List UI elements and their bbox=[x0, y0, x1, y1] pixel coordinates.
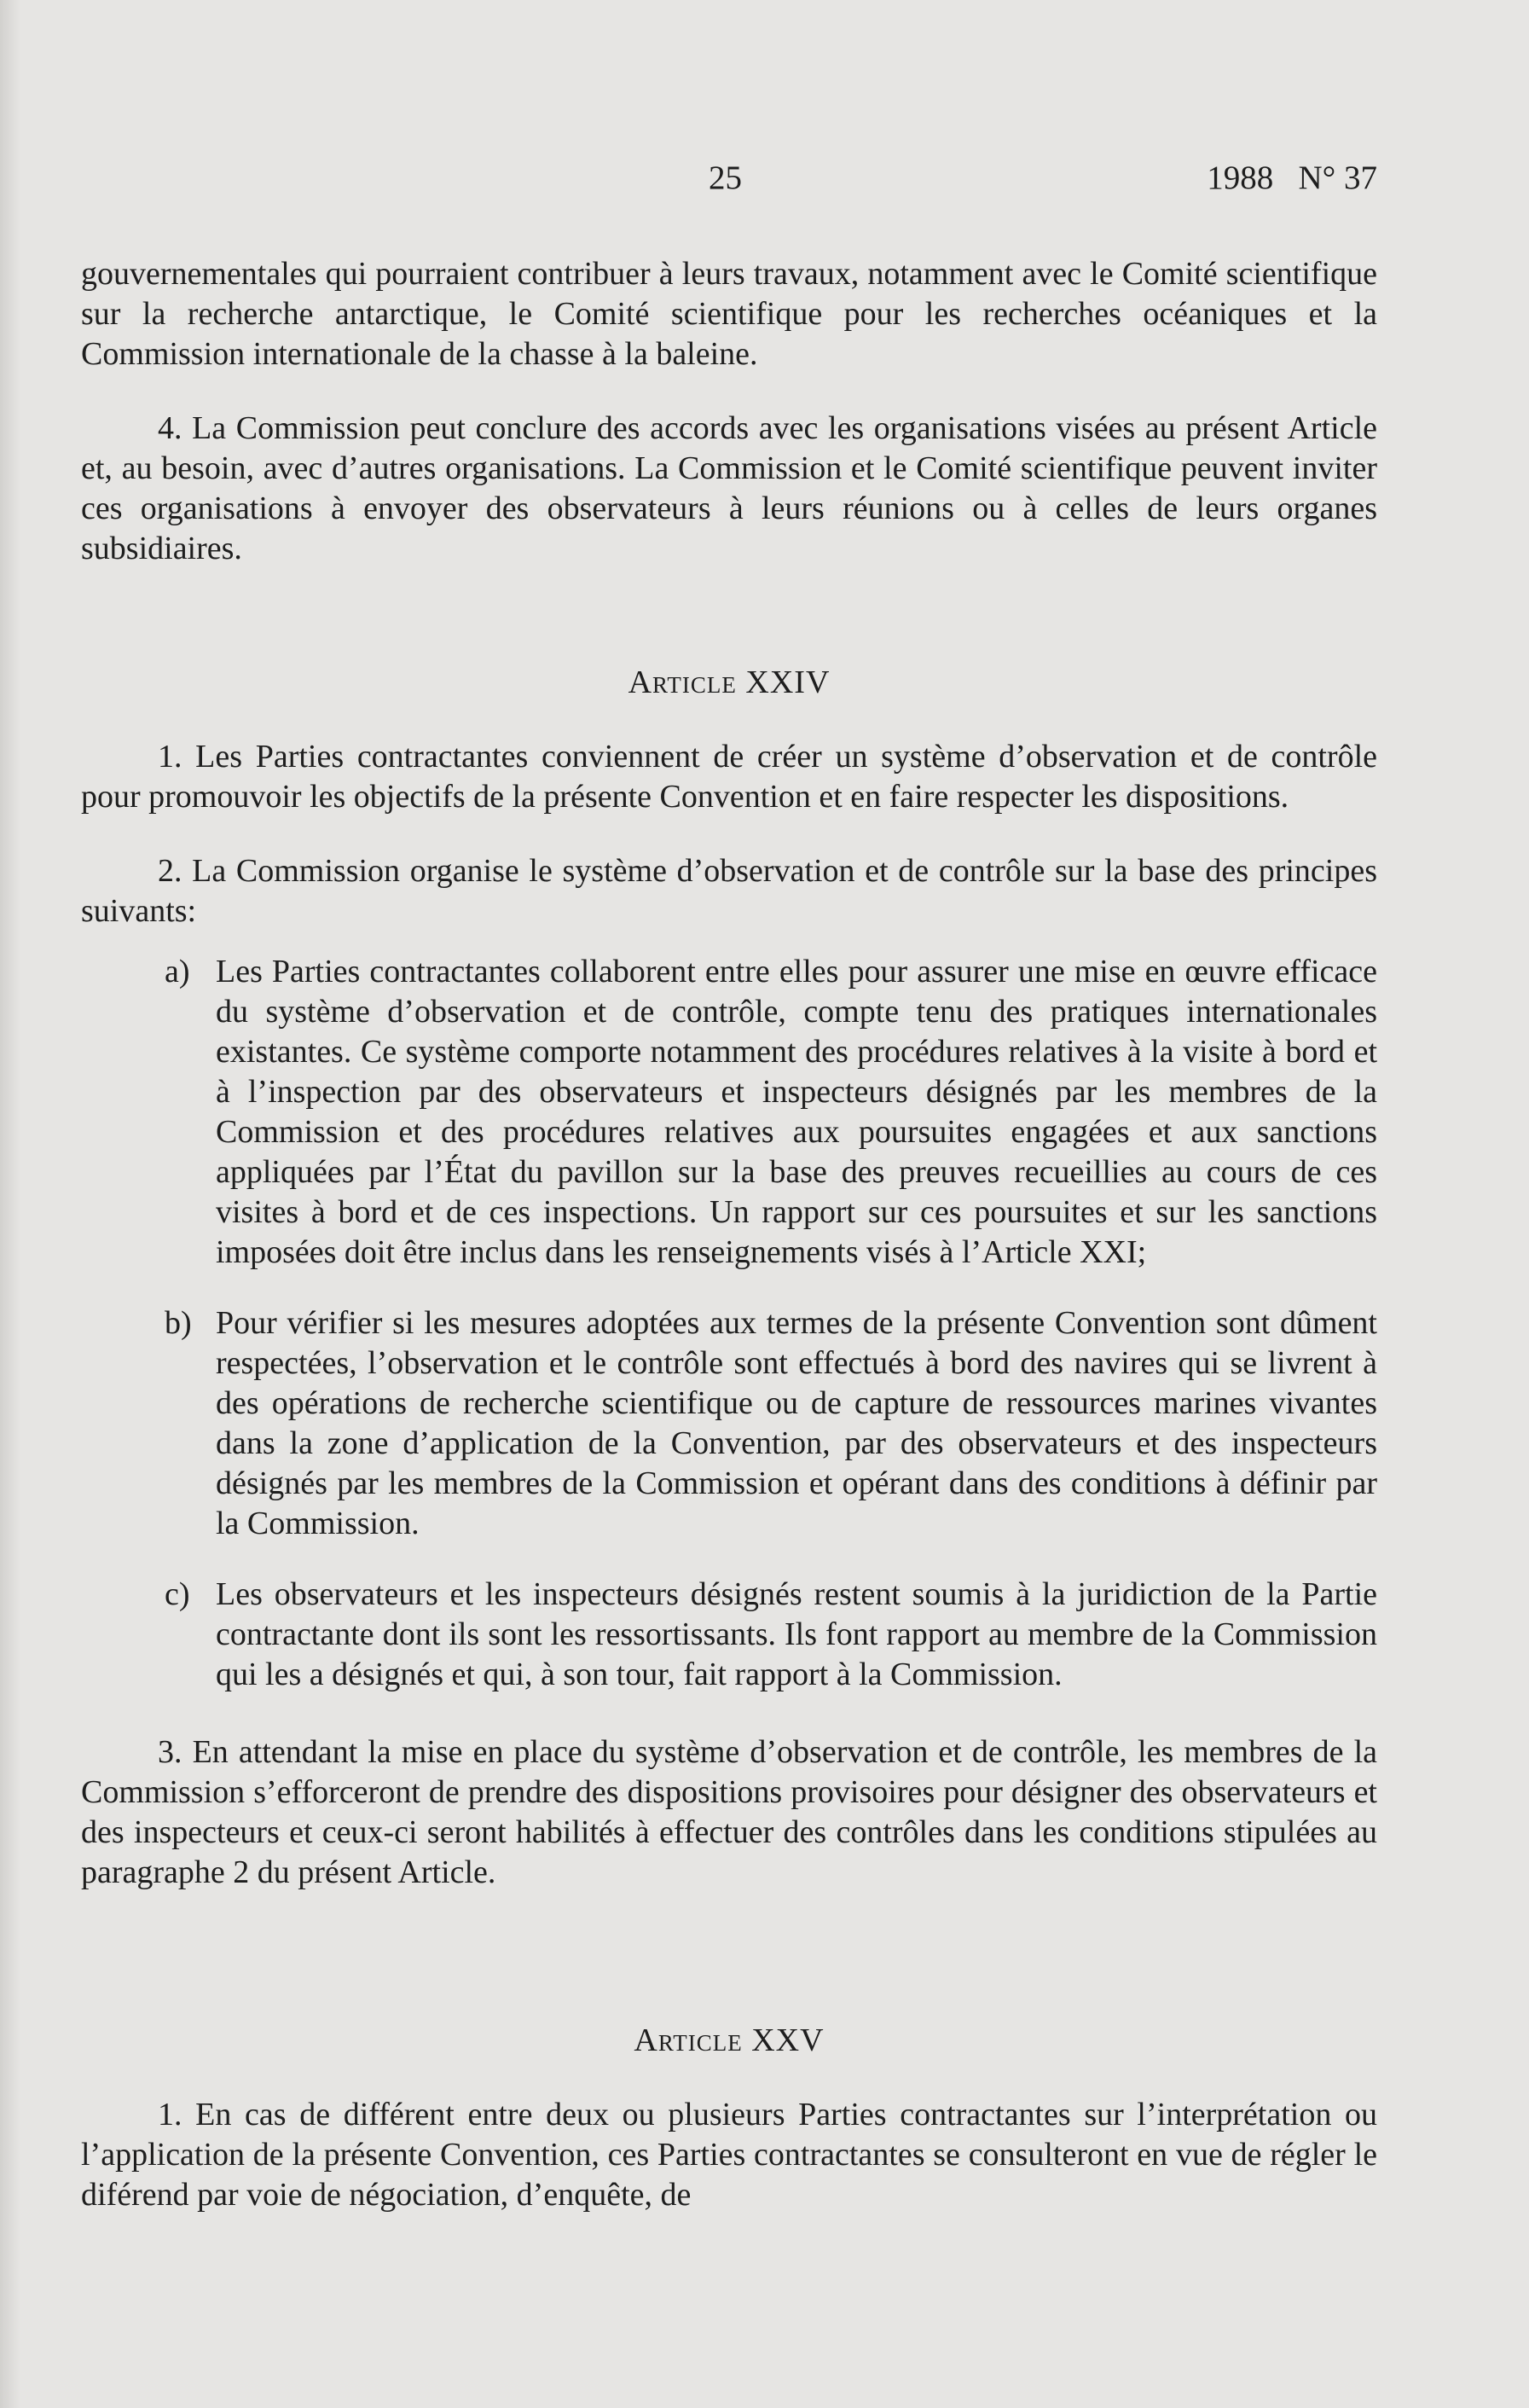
item-marker: a) bbox=[165, 954, 190, 989]
item-text: Les Parties contractantes collaborent entre elles pour assurer une mise en œuvre efficace du système d’observation et de contrôle, compte tenu des pratiques internationales existantes. Ce système comporte notamment des procédures relatives à la visite à bord et à l’inspection par des observateurs et inspecteurs désignés par les membres de la Commission et des procédures relatives aux poursuites engagées et aux sanctions appliquées par l’État du pavillon sur la base des preuves recueillies au cours de ces visites à bord et de ces inspections. Un rapport sur ces poursuites et sur les sanctions imposées doit être inclus dans les renseignements visés à l’Article XXI; bbox=[216, 954, 1377, 1270]
article-xxv-paragraph-1: 1. En cas de différent entre deux ou plusieurs Parties contractantes sur l’interprétation ou l’application de la présente Convention, ces Parties contractantes se consulteront en vue de régler le diférend par voie de négociation, d’enquête, de bbox=[81, 2097, 1377, 2213]
page-header bbox=[81, 159, 1377, 201]
list-item-a bbox=[81, 952, 1377, 1273]
item-marker: b) bbox=[165, 1305, 192, 1341]
list-item-c bbox=[81, 1575, 1377, 1695]
article-xxiv-paragraph-1: 1. Les Parties contractantes conviennent de créer un système d’observation et de contrôle pour promouvoir les objectifs de la présente Convention et en faire respecter les dispositions. bbox=[81, 739, 1377, 815]
page-edge bbox=[0, 0, 20, 2408]
list-item-b bbox=[81, 1303, 1377, 1544]
continuation-paragraph: gouvernementales qui pourraient contribuer à leurs travaux, notamment avec le Comité scientifique sur la recherche antarctique, le Comité scientifique pour les recherches océaniques et la Commission internationale de la chasse à la baleine. bbox=[81, 256, 1377, 372]
item-text: Pour vérifier si les mesures adoptées aux termes de la présente Convention sont dûment respectées, l’observation et le contrôle sont effectués à bord des navires qui se livrent à des opérations de recherche scientifique ou de capture de ressources marines vivantes dans la zone d’application de la Convention, par des observateurs et des inspecteurs désignés par les membres de la Commission et opérant dans des conditions à définir par la Commission. bbox=[216, 1305, 1377, 1541]
page-number: 25 bbox=[709, 160, 742, 196]
article-xxiv-paragraph-2: 2. La Commission organise le système d’observation et de contrôle sur la base des principes suivants: bbox=[81, 853, 1377, 929]
document-reference: 1988 N° 37 bbox=[1207, 160, 1377, 196]
document-body bbox=[81, 254, 1377, 2249]
article-xxv-heading: Article XXV bbox=[634, 2022, 825, 2058]
paragraph-4: 4. La Commission peut conclure des accords avec les organisations visées au présent Article et, au besoin, avec d’autres organisations. La Commission et le Comité scientifique peuvent inviter ces organisations à envoyer des observateurs à leurs réunions ou à celles de leurs organes subsidiaires. bbox=[81, 410, 1377, 566]
item-text: Les observateurs et les inspecteurs désignés restent soumis à la juridiction de la Partie contractante dont ils sont les ressortissants. Ils font rapport au membre de la Commission qui les a désignés et qui, à son tour, fait rapport à la Commission. bbox=[216, 1576, 1377, 1692]
item-marker: c) bbox=[165, 1576, 190, 1612]
article-xxiv-paragraph-3: 3. En attendant la mise en place du système d’observation et de contrôle, les membres de la Commission s’efforceront de prendre des dispositions provisoires pour désigner des observateurs et des inspecteurs et ceux-ci seront habilités à effectuer des contrôles dans les conditions stipulées au paragraphe 2 du présent Article. bbox=[81, 1734, 1377, 1890]
document-page bbox=[81, 0, 1377, 2408]
article-xxiv-heading: Article XXIV bbox=[628, 664, 831, 700]
